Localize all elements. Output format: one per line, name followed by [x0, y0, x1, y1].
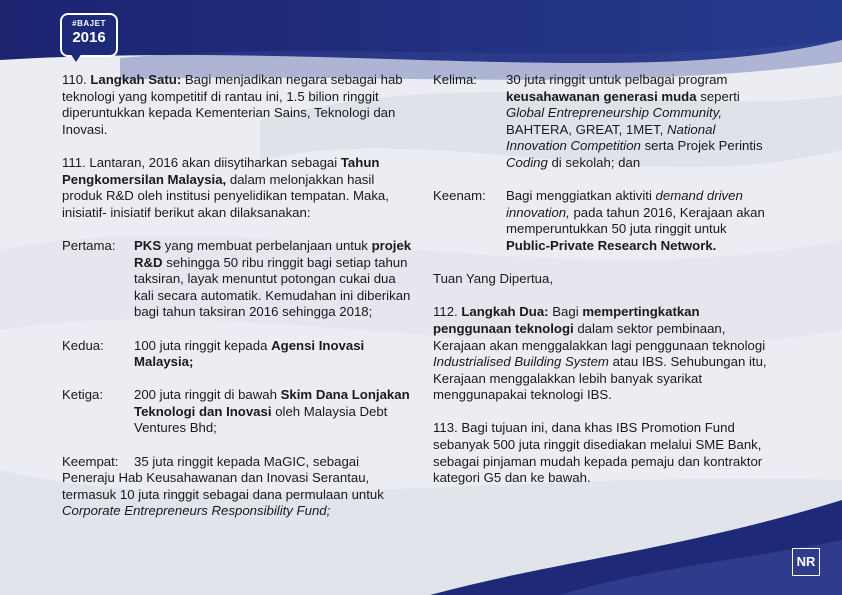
item-kelima — [433, 72, 773, 172]
item-italic: National Innovation Competition — [506, 121, 716, 154]
paragraph-112 — [433, 304, 773, 404]
logo-hashtag: #BAJET — [72, 19, 106, 28]
item-pertama — [62, 238, 414, 321]
paragraph-text: atau IBS. Sehubungan itu, Kerajaan menggalakkan lebih banyak syarikat menggunapakai teknologi IBS. — [433, 354, 767, 403]
item-text — [506, 72, 773, 172]
item-italic: Corporate Entrepreneurs Responsibility Fund; — [62, 503, 331, 519]
paragraph-heading: Langkah Dua: — [461, 304, 549, 320]
item-ketiga — [62, 387, 414, 437]
item-label: Pertama: — [62, 237, 116, 253]
paragraph-number: 110. — [62, 72, 87, 87]
address-line: Tuan Yang Dipertua, — [433, 271, 553, 287]
paragraph-text: Bagi — [552, 304, 579, 320]
paragraph-text: dalam sektor pembinaan, Kerajaan akan menggalakkan lagi penggunaan teknologi — [433, 320, 766, 353]
item-label: Keenam: — [433, 188, 486, 204]
item-bold: Agensi Inovasi Malaysia; — [134, 337, 365, 370]
item-text-part: di sekolah; dan — [551, 154, 641, 170]
item-italic: Global Entrepreneurship Community, — [506, 105, 722, 121]
item-bold: keusahawanan generasi muda — [506, 88, 697, 104]
paragraph-heading: Langkah Satu: — [90, 72, 182, 87]
item-bold: Public-Private Research Network. — [506, 237, 717, 253]
item-label: Kelima: — [433, 72, 477, 87]
item-text-part: 30 juta ringgit untuk pelbagai program — [506, 72, 728, 87]
item-text-part: 35 juta ringgit kepada MaGIC, sebagai Peneraju Hab Keusahawanan dan Inovasi Serantau, termasuk 10 juta ringgit sebagai dana permulaan untuk — [62, 453, 384, 502]
paragraph-text: dalam melonjakkan hasil produk R&D oleh institusi penyelidikan tempatan. Maka, inisiatif- inisiatif berikut akan dilaksanakan: — [62, 171, 389, 220]
item-label: Kedua: — [62, 337, 104, 353]
item-italic: Coding — [506, 154, 548, 170]
left-column — [62, 72, 414, 520]
bajet-2016-logo — [60, 13, 122, 65]
paragraph-body: Bagi menjadikan negara sebagai hab teknologi yang kompetitif di rantau ini, 1.5 bilion ringgit diperuntukkan kepada Kementerian Sains, Teknologi dan Inovasi. — [62, 72, 403, 137]
item-label: Keempat: — [62, 453, 119, 469]
paragraph-italic: Industrialised Building System — [433, 354, 609, 370]
item-label: Ketiga: — [62, 387, 104, 403]
paragraph-text: 111. Lantaran, 2016 akan diisytiharkan sebagai — [62, 154, 338, 170]
paragraph-bold: mempertingkatkan penggunaan teknologi — [433, 304, 700, 336]
item-text — [506, 188, 773, 254]
item-text-part: serta Projek Perintis — [644, 138, 763, 154]
item-keenam — [433, 188, 773, 254]
item-text-part: BAHTERA, GREAT, 1MET, — [506, 121, 664, 137]
item-bold: projek R&D — [134, 237, 412, 270]
logo-year: 2016 — [72, 29, 106, 46]
item-text-part: oleh Malaysia Debt Ventures Bhd; — [134, 403, 388, 436]
item-text-part: sehingga 50 ribu ringgit bagi setiap tahun taksiran, layak menuntut potongan cukai dua kali secara automatik. Kemudahan ini diberikan bagi tahun taksiran 2016 sehingga 2018; — [134, 254, 411, 320]
item-text — [134, 238, 414, 321]
item-text — [134, 387, 414, 437]
item-italic: demand driven innovation, — [506, 188, 743, 220]
item-bold: PKS — [134, 237, 162, 253]
paragraph-113: 113. Bagi tujuan ini, dana khas IBS Promotion Fund sebanyak 500 juta ringgit disediakan melalui SME Bank, sebagai pinjaman mudah kepada pemaju dan kontraktor kategori G5 dan ke bawah. — [433, 420, 763, 486]
item-text-part: Bagi menggiatkan aktiviti — [506, 188, 652, 204]
paragraph-111 — [62, 155, 414, 221]
item-text — [134, 338, 414, 371]
paragraph-bold: Tahun Pengkomersilan Malaysia, — [62, 154, 380, 187]
nr-watermark-logo: NR — [792, 548, 820, 576]
paragraph-110 — [62, 72, 414, 138]
item-kedua — [62, 338, 414, 371]
item-bold: Skim Dana Lonjakan Teknologi dan Inovasi — [134, 387, 410, 419]
logo-bubble-tail — [70, 53, 82, 62]
paragraph-number: 112. — [433, 304, 458, 320]
right-column — [433, 72, 773, 487]
item-text-part: seperti — [700, 88, 740, 104]
item-keempat — [62, 454, 414, 520]
item-text-part: 200 juta ringgit di bawah — [134, 387, 277, 403]
item-text-part: yang membuat perbelanjaan untuk — [164, 237, 368, 253]
item-text-part: pada tahun 2016, Kerajaan akan memperuntukkan 50 juta ringgit untuk — [506, 204, 765, 237]
item-text-part: 100 juta ringgit kepada — [134, 337, 268, 353]
